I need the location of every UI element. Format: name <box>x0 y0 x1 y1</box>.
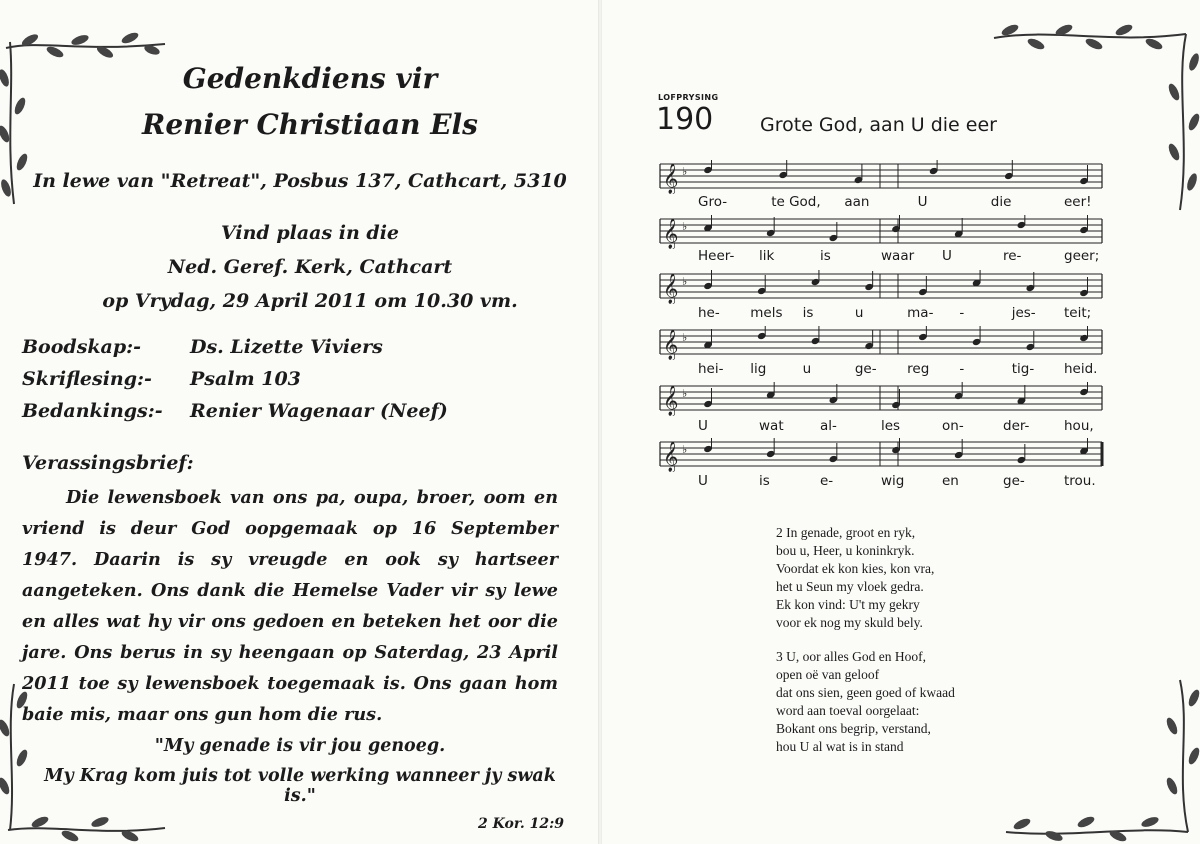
program-value-message: Ds. Lizette Viviers <box>190 336 383 358</box>
lyric-syllable: al- <box>820 418 837 434</box>
lyric-syllable: les <box>881 418 901 434</box>
lyric-syllable: e- <box>820 473 834 489</box>
music-staff-icon <box>658 326 1104 360</box>
verse-3-line: open oë van geloof <box>776 667 880 682</box>
venue-line2: Ned. Geref. Kerk, Cathcart <box>167 256 453 278</box>
lyric-syllable: geer; <box>1064 248 1100 264</box>
lyric-syllable: - <box>959 305 965 321</box>
lyric-syllable: he- <box>698 305 720 321</box>
svg-text:♭: ♭ <box>682 220 688 233</box>
lyric-syllable: teit; <box>1064 305 1092 321</box>
lyric-syllable: is <box>802 305 814 321</box>
svg-text:𝄞: 𝄞 <box>663 219 679 249</box>
lyric-syllable: on- <box>942 418 964 434</box>
lyric-syllable: lig <box>750 361 767 377</box>
lyric-syllable: aan <box>844 194 870 210</box>
memorial-title-line1: Gedenkdiens vir <box>182 62 438 95</box>
verse-2-line: voor ek nog my skuld bely. <box>776 615 923 630</box>
lyric-syllable: lik <box>759 248 775 264</box>
verse-2-line: 2 In genade, groot en ryk, <box>776 525 916 540</box>
lyric-syllable: U <box>698 473 708 489</box>
lyric-syllable: U <box>942 248 952 264</box>
lyric-syllable: tig- <box>1011 361 1035 377</box>
svg-text:♭: ♭ <box>682 443 688 456</box>
lyric-syllable: hei- <box>698 361 724 377</box>
quote-line1: "My genade is vir jou genoeg. <box>154 736 446 756</box>
lyric-syllable: Gro- <box>698 194 728 210</box>
program-label-thanks: Bedankings:- <box>22 400 163 422</box>
verse-2-line: het u Seun my vloek gedra. <box>776 579 924 594</box>
lyric-syllable: hou, <box>1064 418 1094 434</box>
program-value-thanks: Renier Wagenaar (Neef) <box>190 400 448 422</box>
verse-2-line: bou u, Heer, u koninkryk. <box>776 543 915 558</box>
lyric-syllable: is <box>820 248 831 264</box>
verse-3-line: dat ons sien, geen goed of kwaad <box>776 685 955 700</box>
svg-text:𝄞: 𝄞 <box>663 386 679 416</box>
verse-3-line: hou U al wat is in stand <box>776 739 904 754</box>
svg-text:𝄞: 𝄞 <box>663 274 679 304</box>
verse-3-line: word aan toeval oorgelaat: <box>776 703 920 718</box>
lyric-syllable: u <box>854 305 864 321</box>
verse-2-line: Voordat ek kon kies, kon vra, <box>776 561 935 576</box>
memorial-address: In lewe van "Retreat", Posbus 137, Cathcart, 5310 <box>33 170 567 192</box>
svg-text:♭: ♭ <box>682 165 688 178</box>
lyric-syllable: heid. <box>1064 361 1098 377</box>
svg-text:♭: ♭ <box>682 275 688 288</box>
lyric-syllable: wat <box>759 418 784 434</box>
memorial-title-line2: Renier Christiaan Els <box>142 108 478 141</box>
music-staff-icon <box>658 270 1104 304</box>
lyric-syllable: die <box>990 194 1012 210</box>
letter-body: Die lewensboek van ons pa, oupa, broer, oom en vriend is deur God oopgemaak op 16 September 1947. Daarin is sy vreugde en ook sy hartseer aangeteken. Ons dank die Hemelse Vader vir sy lewe en alles wat hy vir ons gedoen en beteken het oor die jare. Ons berus in sy heengaan op Saterdag, 23 April 2011 toe sy lewensboek toegemaak is. Ons gaan hom baie mis, maar ons gun hom die rus. <box>22 487 558 725</box>
quote-line2: My Krag kom juis tot volle werking wanneer jy swak is." <box>44 766 556 806</box>
lyric-syllable: - <box>959 361 965 377</box>
verse-2-line: Ek kon vind: U't my gekry <box>776 597 920 612</box>
hymn-title: Grote God, aan U die eer <box>760 114 997 136</box>
lyric-syllable: ge- <box>1003 473 1025 489</box>
lyric-syllable: wig <box>881 473 905 489</box>
lyric-syllable: en <box>942 473 959 489</box>
lyric-syllable: u <box>802 361 812 377</box>
verse-2 <box>776 524 1036 632</box>
program-label-reading: Skriflesing:- <box>22 368 152 390</box>
lyric-syllable: U <box>698 418 708 434</box>
svg-text:♭: ♭ <box>682 331 688 344</box>
svg-text:𝄞: 𝄞 <box>663 442 679 472</box>
music-staff-icon <box>658 382 1104 416</box>
lyric-syllable: re- <box>1003 248 1022 264</box>
lyric-syllable: ma- <box>907 305 934 321</box>
quote-reference: 2 Kor. 12:9 <box>478 816 565 832</box>
lyric-syllable: ge- <box>854 361 877 377</box>
lyric-syllable: is <box>759 473 770 489</box>
verse-3 <box>776 648 1036 756</box>
lyric-syllable: reg <box>907 361 930 377</box>
lyric-syllable: Heer- <box>698 248 735 264</box>
svg-text:♭: ♭ <box>682 387 688 400</box>
hymn-page <box>604 0 1200 844</box>
lyric-syllable: U <box>917 194 928 210</box>
verse-3-line: Bokant ons begrip, verstand, <box>776 721 931 736</box>
hymn-category: LOFPRYSING <box>658 93 719 102</box>
venue-line1: Vind plaas in die <box>220 222 399 244</box>
memorial-page <box>0 0 596 844</box>
lyric-syllable: trou. <box>1064 473 1096 489</box>
program-value-reading: Psalm 103 <box>190 368 301 390</box>
lyric-syllable: eer! <box>1064 194 1092 210</box>
page-fold <box>598 0 602 844</box>
music-staff-icon <box>658 438 1104 472</box>
lyric-syllable: der- <box>1003 418 1030 434</box>
lyric-syllable: waar <box>881 248 915 264</box>
lyric-syllable: mels <box>750 305 783 321</box>
letter-heading: Verassingsbrief: <box>22 452 194 474</box>
verse-3-line: 3 U, oor alles God en Hoof, <box>776 649 926 664</box>
venue-line3: op Vrydag, 29 April 2011 om 10.30 vm. <box>102 290 518 312</box>
lyric-syllable: te God, <box>771 194 821 210</box>
music-staff-icon <box>658 215 1104 249</box>
music-staff-icon <box>658 160 1104 194</box>
svg-text:𝄞: 𝄞 <box>663 330 679 360</box>
svg-text:𝄞: 𝄞 <box>663 164 679 194</box>
hymn-number: 190 <box>656 102 714 137</box>
program-label-message: Boodskap:- <box>22 336 142 358</box>
lyric-syllable: jes- <box>1011 305 1036 321</box>
